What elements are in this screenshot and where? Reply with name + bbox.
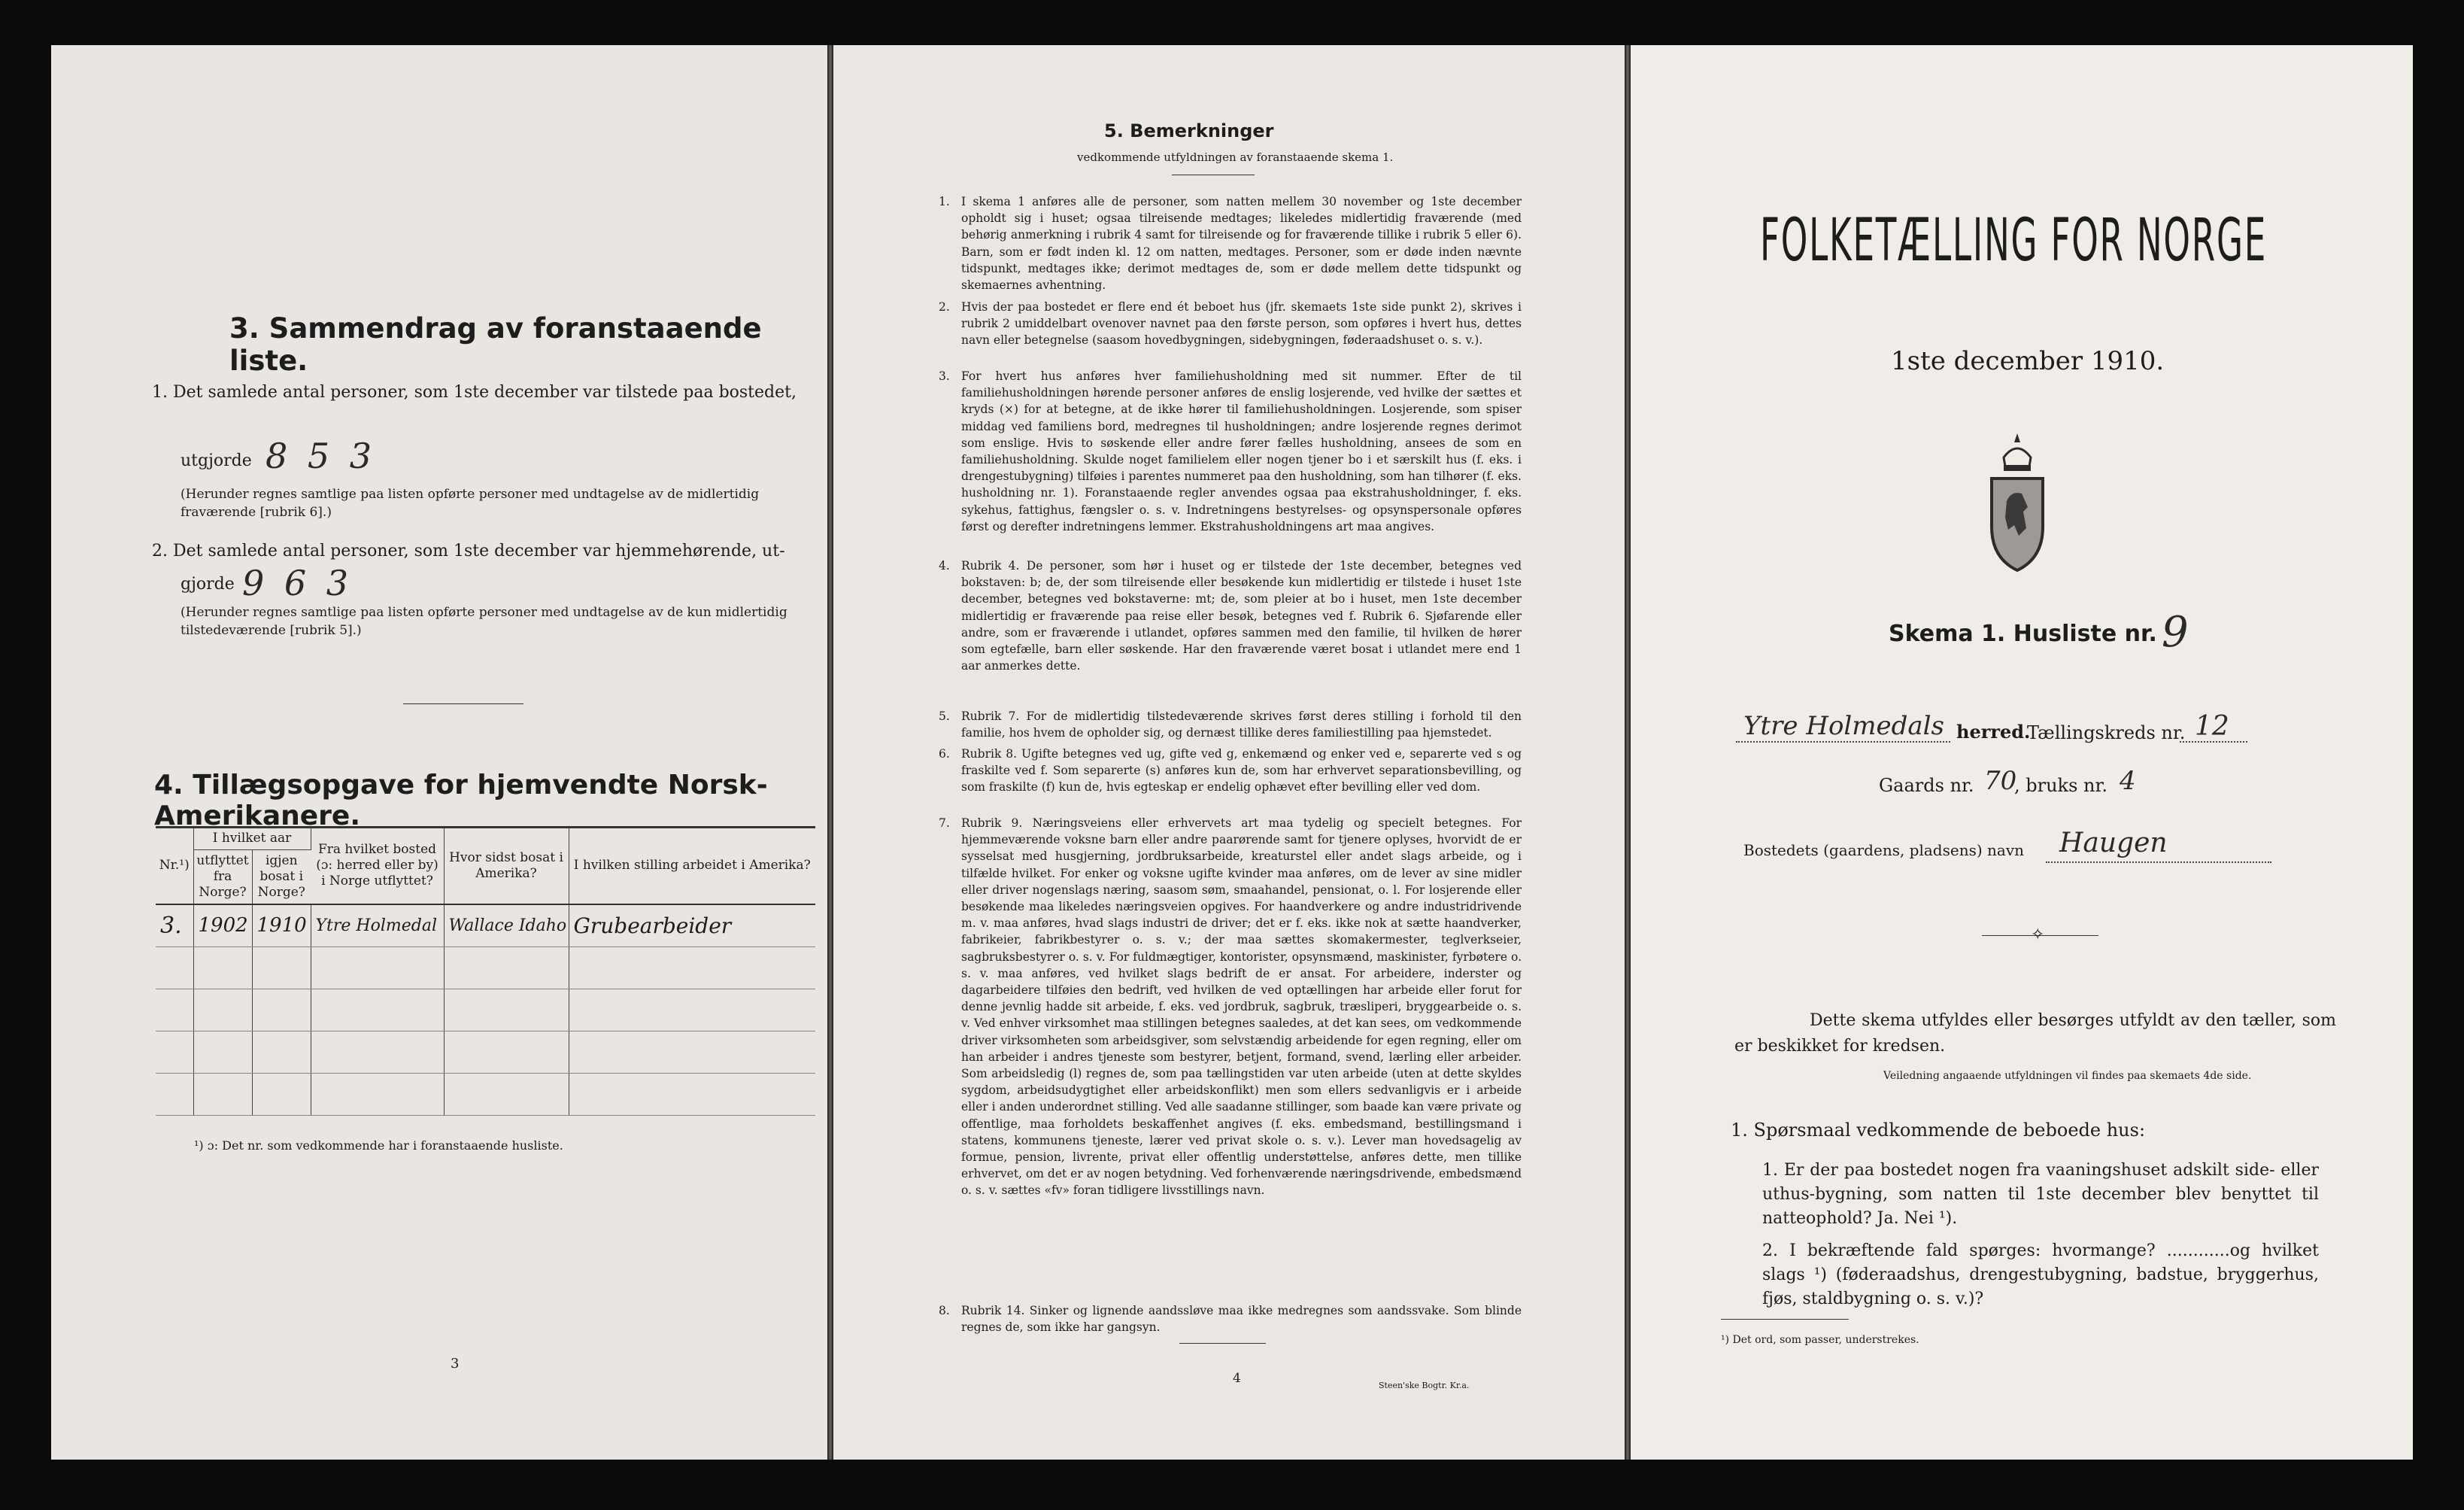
cell-fra-bosted (311, 1073, 444, 1115)
remark-item (939, 299, 1522, 349)
cell-nr (156, 1073, 193, 1115)
norsk-amerikanere-table (156, 828, 815, 1116)
schema-label: Skema 1. Husliste nr. (1889, 621, 2157, 647)
cell-hvor-sidst: Wallace Idaho (444, 904, 569, 946)
table-row (156, 1031, 815, 1073)
coat-of-arms-icon (1981, 429, 2053, 576)
table-row (156, 946, 815, 989)
cell-igjen (252, 1073, 311, 1115)
right-footnote: ¹) Det ord, som passer, understrekes. (1721, 1334, 1919, 1346)
census-title: FOLKETÆLLING FOR NORGE (1760, 207, 2268, 275)
bosted-label: Bostedets (gaardens, pladsens) navn (1743, 841, 2024, 859)
divider (1721, 1319, 1849, 1320)
page-fold (1625, 45, 1631, 1460)
cell-igjen (252, 1031, 311, 1073)
cell-fra-bosted (311, 946, 444, 989)
cell-utflyttet (193, 1073, 252, 1115)
cell-fra-bosted: Ytre Holmedal (311, 904, 444, 946)
remark-text: Rubrik 9. Næringsveiens eller erhvervets art maa tydelig og specielt betegnes. For hjemmeværende voksne barn eller andre paarørende samt for tjenere oplyses, hvorvidt de er sysselsat med husgjerning, jordbruksarbeide, kreaturstel eller andet slags arbeide, og i tilfælde hvilket. For enker og voksne ugifte kvinder maa anføres, om de lever av sine midler eller driver nogenslags næring, saasom søm, smaahandel, pensionat, o. l. For losjerende eller besøkende maa likeledes næringsveien opgives. For haandverkere og andre industridrivende m. v. maa anføres, hvad slags industri de driver; det er f. eks. ikke nok at sætte haandverker, fabrikeier, fabrikbestyrer o. s. v.; der maa sættes skomakermester, teglverkseier, sagbruksbestyrer o. s. v. For fuldmægtiger, kontorister, opsynsmænd, maskinister, fyrbøtere o. s. v. maa anføres, ved hvilket slags bedrift de er ansat. For arbeidere, inderster og dagarbeidere tilføies den bedrift, ved hvilken de ved optællingen har arbeide eller forut for denne jevnlig hadde sit arbeide, f. eks. ved jordbruk, sagbruk, træsliperi, bryggearbeide o. s. v. Ved enhver virksomhet maa stillingen betegnes saaledes, at det kan sees, om vedkommende driver virksomheten som arbeidsgiver, som selvstændig arbeidende for egen regning, eller om han arbeider i andres tjeneste som bestyrer, betjent, formand, svend, lærling eller arbeider. Som arbeidsledig (l) regnes de, som paa tællingstiden var uten arbeide (uten at dette skyldes sygdom, arbeidsudygtighet eller arbeidskonflikt) men som ellers sedvanligvis er i arbeide eller i anden underordnet stilling. Ved alle saadanne stillinger, som baade kan være private og offentlige, maa forholdets beskaffenhet angives (f. eks. embedsmand, bestillingsmand i statens, kommunens tjeneste, lærer ved privat skole o. s. v.). Lever man hovedsagelig av formue, pension, livrente, privat eller offentlig understøttelse, anføres dette, men tillike erhvervet, om det er av nogen betydning. Ved forhenværende næringsdrivende, embedsmænd o. s. v. sættes «fv» foran tidligere livsstillings navn. (961, 816, 1522, 1198)
remark-number: 8. (939, 1304, 950, 1317)
remark-item (939, 368, 1522, 535)
remark-number: 7. (939, 816, 950, 830)
section-4-title: 4. Tillægsopgave for hjemvendte Norsk-Amerikanere. (154, 770, 768, 831)
cell-igjen (252, 946, 311, 989)
cell-utflyttet (193, 946, 252, 989)
cell-utflyttet: 1902 (193, 904, 252, 946)
bruks-value: 4 (2120, 766, 2136, 796)
cell-nr (156, 989, 193, 1031)
printer-mark: Steen'ske Bogtr. Kr.a. (1379, 1381, 1470, 1390)
table-row (156, 1073, 815, 1115)
remark-text: Hvis der paa bostedet er flere end ét beboet hus (jfr. skemaets 1ste side punkt 2), skrives i rubrik 2 umiddelbart ovenover navnet paa den første person, som opføres i hvert hus, dettes navn eller betegnelse (saasom hovedbygningen, sidebygningen, føderaadshuset o. s. v.). (961, 300, 1522, 348)
col-header-nr: Nr.¹) (156, 828, 193, 904)
questions-title: 1. Spørsmaal vedkommende de beboede hus: (1731, 1120, 2146, 1141)
cell-igjen: 1910 (252, 904, 311, 946)
cell-hvor-sidst (444, 1031, 569, 1073)
census-date: 1ste december 1910. (1891, 346, 2165, 376)
cell-hvor-sidst (444, 1073, 569, 1115)
cell-stilling (569, 1073, 815, 1115)
section-3-title: 3. Sammendrag av foranstaaende liste. (229, 312, 762, 377)
husliste-number: 9 (2162, 608, 2189, 657)
cell-utflyttet (193, 1031, 252, 1073)
table-footnote: ¹) ɔ: Det nr. som vedkommende har i foranstaaende husliste. (194, 1138, 563, 1153)
col-header-igjen: igjen bosat i Norge? (252, 850, 311, 905)
page-1 (1631, 45, 2413, 1460)
intro-text: Dette skema utfyldes eller besørges utfyldt av den tæller, som er beskikket for kredsen. (1734, 1011, 2336, 1056)
table-row (156, 904, 815, 946)
remark-text: For hvert hus anføres hver familiehusholdning med sit nummer. Efter de til familiehusholdningen hørende personer anføres de enslig losjerende, ved hvilke der sættes et kryds (×) for at betegne, at de ikke hører til familiehusholdningen. Losjerende, som spiser middag ved familiens bord, medregnes til husholdningen; andre losjerende regnes derimot som enslige. Hvis to søskende eller andre fører fælles husholdning, ansees de som en familiehusholdning. Skulde noget familielem eller nogen tjener bo i et særskilt hus (f. eks. i drengestubygning) tilføies i parentes nummeret paa den husholdning, som han tilhører (f. eks. husholdning nr. 1). Foranstaaende regler anvendes ogsaa paa ekstrahusholdninger, f. eks. sykehus, fattighus, fængsler o. s. v. Indretningens bestyrelses- og opsynspersonale opføres først og derefter indretningens lemmer. Ekstrahusholdningens art maa angives. (961, 369, 1522, 533)
cell-igjen (252, 989, 311, 1031)
col-header-hvor-sidst: Hvor sidst bosat i Amerika? (444, 828, 569, 904)
remark-item (939, 708, 1522, 741)
table-row (156, 989, 815, 1031)
remark-text: Rubrik 4. De personer, som hør i huset og er tilstede der 1ste december, betegnes ved bokstaven: b; de, der som tilreisende eller besøkende kun midlertidig er tilstede i huset 1ste december, betegnes ved bokstaverne: mt; de, som pleier at bo i huset, men 1ste december midlertidig er fraværende paa reise eller besøk, betegnes ved f. Rubrik 6. Sjøfarende eller andre, som er fraværende i utlandet, opføres sammen med den familie, til hvilken de hører som egtefælle, barn eller søskende. Har den fraværende været bosat i utlandet mere end 1 aar anmerkes dette. (961, 559, 1522, 673)
remark-number: 3. (939, 369, 950, 383)
summary-item-2-value: 9 6 3 (242, 563, 354, 603)
herred-label: herred. (1956, 721, 2031, 743)
remark-item (939, 815, 1522, 1199)
remark-text: Rubrik 8. Ugifte betegnes ved ug, gifte ved g, enkemænd og enker ved e, separerte ved s og fraskilte ved f. Som separerte (s) anføres kun de, som har erhvervet separationsbevilling, og som fraskilte (f) kun de, hvis egteskap er endelig ophævet efter bevilling eller ved dom. (961, 747, 1522, 794)
kreds-label: Tællingskreds nr. (2027, 722, 2186, 743)
cell-stilling (569, 1031, 815, 1073)
col-header-fra-bosted: Fra hvilket bosted (ɔ: herred eller by) i Norge utflyttet? (311, 828, 444, 904)
col-header-group: I hvilket aar (193, 828, 311, 850)
herred-value: Ytre Holmedals (1743, 711, 1945, 741)
remark-number: 1. (939, 195, 950, 208)
remark-number: 2. (939, 300, 950, 314)
remark-item (939, 1302, 1522, 1335)
cell-fra-bosted (311, 1031, 444, 1073)
remark-text: Rubrik 14. Sinker og lignende aandssløve maa ikke medregnes som aandssvake. Som blinde regnes de, som ikke har gangsyn. (961, 1304, 1522, 1335)
cell-stilling (569, 989, 815, 1031)
bruks-label: , bruks nr. (2014, 775, 2107, 796)
divider (1179, 1343, 1266, 1344)
herred-line (1736, 741, 1950, 743)
remark-number: 4. (939, 559, 950, 573)
remark-item (939, 746, 1522, 796)
remark-item (939, 193, 1522, 293)
cell-nr (156, 946, 193, 989)
remarks-title: 5. Bemerkninger (1104, 120, 1274, 141)
bosted-value: Haugen (2059, 828, 2168, 858)
remark-text: Rubrik 7. For de midlertidig tilstedeværende skrives først deres stilling i forhold til den familie, hos hvem de opholder sig, og dernæst tillike deres familiestilling paa hjemstedet. (961, 709, 1522, 740)
kreds-value: 12 (2195, 711, 2229, 742)
cell-nr: 3. (156, 904, 193, 946)
page-fold (827, 45, 833, 1460)
cell-nr (156, 1031, 193, 1073)
cell-hvor-sidst (444, 989, 569, 1031)
gaards-value: 70 (1984, 766, 2017, 796)
page-number: 4 (1233, 1371, 1241, 1386)
cell-stilling: Grubearbeider (569, 904, 815, 946)
kreds-line (2180, 741, 2247, 743)
question-1: 1. Er der paa bostedet nogen fra vaaningshuset adskilt side- eller uthus-bygning, som natten til 1ste december blev benyttet til natteophold? Ja. Nei ¹). (1762, 1161, 2319, 1228)
col-header-stilling: I hvilken stilling arbeidet i Amerika? (569, 828, 815, 904)
veiledning-text: Veiledning angaaende utfyldningen vil findes paa skemaets 4de side. (1883, 1070, 2252, 1082)
summary-item-1-note: (Herunder regnes samtlige paa listen opførte personer med undtagelse av de midlertidig fraværende [rubrik 6].) (181, 487, 760, 520)
remark-item (939, 558, 1522, 674)
question-2: 2. I bekræftende fald spørges: hvormange? ............og hvilket slags ¹) (føderaadshus, drengestubygning, badstue, bryggerhus, fjøs, staldbygning o. s. v.)? (1762, 1241, 2319, 1308)
summary-item-2: 2. Det samlede antal personer, som 1ste december var hjemmehørende, ut- (152, 542, 785, 561)
col-header-utflyttet: utflyttet fra Norge? (193, 850, 252, 905)
remark-number: 6. (939, 747, 950, 761)
summary-item-2-note: (Herunder regnes samtlige paa listen opførte personer med undtagelse av de kun midlertidig tilstedeværende [rubrik 5].) (181, 605, 787, 638)
page-3 (51, 45, 828, 1460)
page-number: 3 (451, 1356, 460, 1372)
remark-number: 5. (939, 709, 950, 723)
cell-utflyttet (193, 989, 252, 1031)
summary-item-1: 1. Det samlede antal personer, som 1ste december var tilstede paa bostedet, (152, 383, 797, 402)
remarks-subtitle: vedkommende utfyldningen av foranstaaende skema 1. (1077, 150, 1394, 164)
cell-fra-bosted (311, 989, 444, 1031)
cell-hvor-sidst (444, 946, 569, 989)
summary-item-2-label: gjorde (181, 575, 235, 594)
cell-stilling (569, 946, 815, 989)
page-4 (833, 45, 1625, 1460)
summary-item-1-value: 8 5 3 (266, 436, 377, 476)
gaards-label: Gaards nr. (1879, 775, 1974, 796)
bosted-line (2046, 861, 2271, 863)
remark-text: I skema 1 anføres alle de personer, som natten mellem 30 november og 1ste december opholdt sig i huset; ogsaa tilreisende medtages; likeledes midlertidig fraværende (med behørig anmerkning i rubrik 4 samt for tilreisende og for fraværende tillike i rubrik 5 eller 6). Barn, som er født inden kl. 12 om natten, medtages. Personer, som er døde inden nævnte tidspunkt, medtages ikke; derimot medtages de, som er døde mellem dette tidspunkt og skemaernes avhentning. (961, 195, 1522, 293)
ornament-icon: ✧ (2031, 925, 2045, 944)
divider (403, 703, 523, 704)
summary-item-1-label: utgjorde (181, 451, 252, 470)
